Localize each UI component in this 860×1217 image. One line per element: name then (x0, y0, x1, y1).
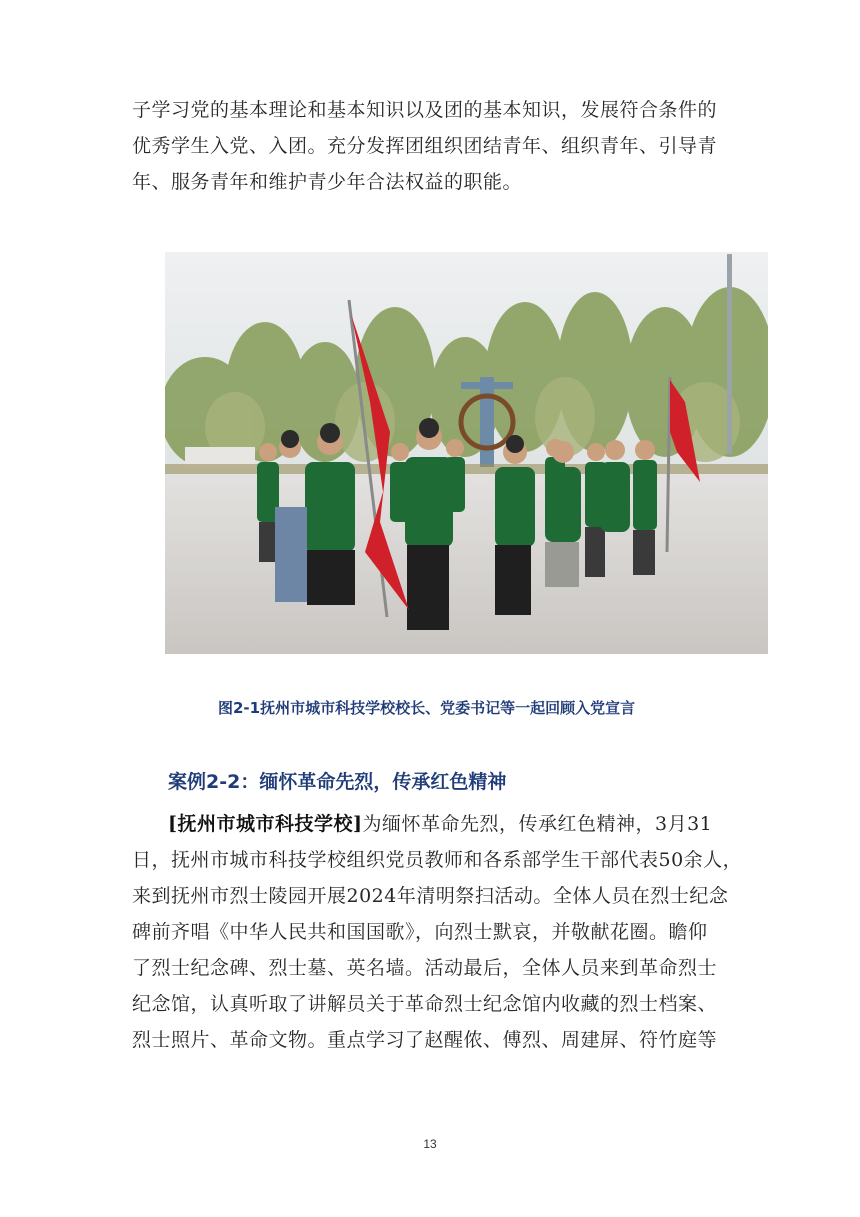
intro-line-2: 优秀学生入党、入团。充分发挥团组织团结青年、组织青年、引导青 (132, 135, 718, 157)
photo-illustration (165, 252, 768, 654)
intro-paragraph (132, 92, 732, 200)
case-line-4: 碑前齐唱《中华人民共和国国歌》，向烈士默哀，并敬献花圈。瞻仰 (132, 921, 708, 943)
case-heading: 案例2-2：缅怀革命先烈，传承红色精神 (168, 771, 507, 793)
page-number: 13 (423, 1137, 437, 1151)
case-line-1-rest: 为缅怀革命先烈，传承红色精神，3月31 (362, 813, 713, 835)
case-line-7: 烈士照片、革命文物。重点学习了赵醒侬、傅烈、周建屏、符竹庭等 (132, 1029, 718, 1051)
case-line-5: 了烈士纪念碑、烈士墓、英名墙。活动最后，全体人员来到革命烈士 (132, 957, 718, 979)
case-line-6: 纪念馆，认真听取了讲解员关于革命烈士纪念馆内收藏的烈士档案、 (132, 993, 718, 1015)
figure-caption: 图2-1抚州市城市科技学校校长、党委书记等一起回顾入党宣言 (218, 699, 636, 717)
case-line-2: 日，抚州市城市科技学校组织党员教师和各系部学生干部代表50余人， (132, 849, 743, 871)
case-line-1 (132, 806, 732, 842)
school-bracket: [抚州市城市科技学校] (168, 813, 363, 835)
intro-line-1: 子学习党的基本理论和基本知识以及团的基本知识，发展符合条件的 (132, 99, 718, 121)
case-paragraph (132, 806, 743, 1058)
photo-group-oath (165, 252, 768, 654)
case-line-3: 来到抚州市烈士陵园开展2024年清明祭扫活动。全体人员在烈士纪念 (132, 885, 729, 907)
intro-line-3: 年、服务青年和维护青少年合法权益的职能。 (132, 171, 523, 193)
